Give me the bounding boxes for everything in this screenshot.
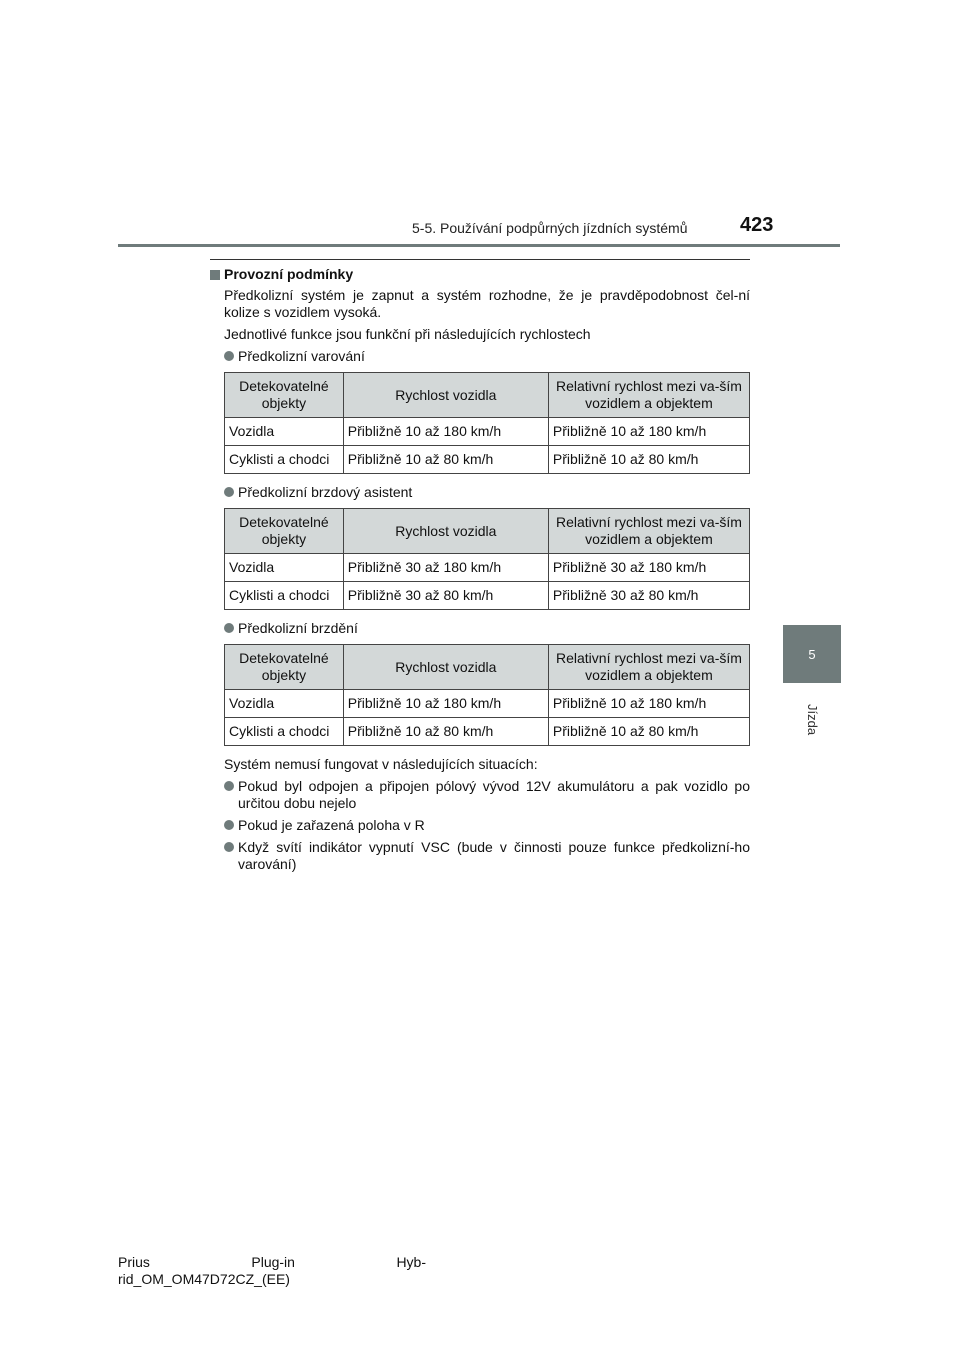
header-relative-speed: Relativní rychlost mezi va-ším vozidlem a objektem — [548, 645, 749, 690]
main-content — [210, 266, 750, 878]
header-relative-speed: Relativní rychlost mezi va-ším vozidlem a objektem — [548, 509, 749, 554]
speeds-intro-paragraph: Jednotlivé funkce jsou funkční při následujících rychlostech — [224, 326, 591, 342]
round-bullet-icon — [224, 623, 234, 633]
round-bullet-icon — [224, 351, 234, 361]
feature-bullet — [224, 484, 750, 501]
footer-document-code: rid_OM_OM47D72CZ_(EE) — [118, 1271, 290, 1287]
header-vehicle-speed: Rychlost vozidla — [343, 645, 548, 690]
section-heading — [210, 266, 750, 283]
condition-text: Když svítí indikátor vypnutí VSC (bude v činnosti pouze funkce předkolizní-ho varování) — [238, 839, 750, 872]
speed-table — [224, 644, 750, 746]
cell-object: Vozidla — [225, 418, 344, 446]
cell-relative-speed: Přibližně 30 až 80 km/h — [548, 582, 749, 610]
chapter-tab — [783, 625, 841, 683]
cell-speed: Přibližně 10 až 80 km/h — [343, 446, 548, 474]
footer-hybrid: Hyb- — [396, 1254, 426, 1270]
condition-item — [224, 778, 750, 812]
cell-speed: Přibližně 10 až 180 km/h — [343, 690, 548, 718]
condition-text: Pokud je zařazená poloha v R — [238, 817, 425, 833]
cell-speed: Přibližně 30 až 80 km/h — [343, 582, 548, 610]
cell-relative-speed: Přibližně 10 až 180 km/h — [548, 418, 749, 446]
header-vehicle-speed: Rychlost vozidla — [343, 509, 548, 554]
cell-speed: Přibližně 30 až 180 km/h — [343, 554, 548, 582]
table-body — [225, 418, 750, 474]
table-body — [225, 690, 750, 746]
round-bullet-icon — [224, 820, 234, 830]
header-row — [225, 373, 750, 418]
header-detectable-objects: Detekovatelné objekty — [225, 509, 344, 554]
header-relative-speed: Relativní rychlost mezi va-ším vozidlem a objektem — [548, 373, 749, 418]
header-row — [225, 509, 750, 554]
cell-object: Vozidla — [225, 690, 344, 718]
table-row — [225, 582, 750, 610]
conditions-list — [210, 778, 750, 873]
table-header — [225, 645, 750, 690]
cell-relative-speed: Přibližně 10 až 80 km/h — [548, 446, 749, 474]
feature-name: Předkolizní varování — [238, 348, 365, 364]
feature-bullet — [224, 620, 750, 637]
square-bullet-icon — [210, 270, 220, 280]
table-header — [225, 373, 750, 418]
header-row — [225, 645, 750, 690]
feature-name: Předkolizní brzdění — [238, 620, 358, 636]
feature-name: Předkolizní brzdový asistent — [238, 484, 413, 500]
cell-relative-speed: Přibližně 10 až 180 km/h — [548, 690, 749, 718]
cell-relative-speed: Přibližně 10 až 80 km/h — [548, 718, 749, 746]
table-row — [225, 554, 750, 582]
table-header — [225, 509, 750, 554]
speed-table — [224, 508, 750, 610]
cell-object: Cyklisti a chodci — [225, 446, 344, 474]
footer-model: Prius — [118, 1254, 150, 1270]
header-divider — [118, 244, 840, 247]
round-bullet-icon — [224, 487, 234, 497]
chapter-number: 5 — [808, 646, 816, 662]
condition-text: Pokud byl odpojen a připojen pólový vývod 12V akumulátoru a pak vozidlo po určitou dobu nejelo — [238, 778, 750, 811]
chapter-label: Jízda — [805, 704, 820, 736]
round-bullet-icon — [224, 842, 234, 852]
cell-object: Cyklisti a chodci — [225, 718, 344, 746]
section-heading-text: Provozní podmínky — [224, 266, 354, 282]
table-row — [225, 690, 750, 718]
cell-speed: Přibližně 10 až 80 km/h — [343, 718, 548, 746]
table-row — [225, 446, 750, 474]
page-number: 423 — [740, 214, 774, 236]
feature-bullet — [224, 348, 750, 365]
footer — [118, 1254, 438, 1288]
table-row — [225, 718, 750, 746]
header-vehicle-speed: Rychlost vozidla — [343, 373, 548, 418]
intro-paragraph: Předkolizní systém je zapnut a systém rozhodne, že je pravděpodobnost čel-ní kolize s vozidlem vysoká. — [224, 287, 750, 320]
cell-object: Vozidla — [225, 554, 344, 582]
feature-list — [210, 348, 750, 746]
header-detectable-objects: Detekovatelné objekty — [225, 645, 344, 690]
footer-variant: Plug-in — [251, 1254, 295, 1270]
header-detectable-objects: Detekovatelné objekty — [225, 373, 344, 418]
cell-speed: Přibližně 10 až 180 km/h — [343, 418, 548, 446]
speed-table — [224, 372, 750, 474]
header-title: 5-5. Používání podpůrných jízdních systémů — [412, 220, 688, 236]
section-divider — [210, 259, 750, 260]
cell-object: Cyklisti a chodci — [225, 582, 344, 610]
round-bullet-icon — [224, 781, 234, 791]
table-row — [225, 418, 750, 446]
table-body — [225, 554, 750, 610]
condition-item — [224, 839, 750, 873]
condition-item — [224, 817, 750, 834]
conditions-intro: Systém nemusí fungovat v následujících situacích: — [224, 756, 538, 772]
cell-relative-speed: Přibližně 30 až 180 km/h — [548, 554, 749, 582]
